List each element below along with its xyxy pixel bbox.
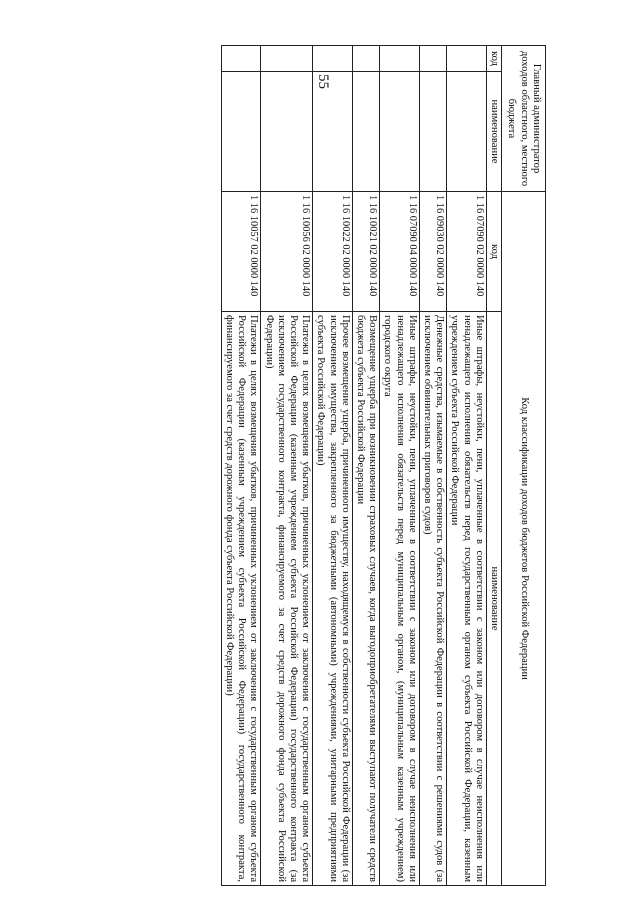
rotated-table-container (102, 45, 546, 885)
cell-admin-code (261, 46, 313, 72)
table-row (447, 46, 487, 886)
cell-admin-code (447, 46, 487, 72)
cell-admin-name (380, 72, 420, 192)
cell-admin-code (419, 46, 446, 72)
cell-code: 1 16 10057 02 0000 140 (221, 192, 261, 312)
table-row (419, 46, 446, 886)
cell-code: 1 16 07090 04 0000 140 (380, 192, 420, 312)
table-row (221, 46, 261, 886)
cell-name: Денежные средства, изымаемые в собственность субъекта Российской Федерации в соответствии с решениями судов (за исключением обвинительных приговоров судов) (419, 312, 446, 886)
cell-admin-name (313, 72, 353, 192)
cell-name: Платежи в целях возмещения убытков, причиненных уклонением от заключения с государственным органом субъекта Российской Федерации (казенным учреждением субъекта Российской Федерации) государственного контракта (за исключением государственного контракта, финансируемого за счет средств дорожного фонда субъекта Российской Федерации) (261, 312, 313, 886)
cell-admin-name (221, 72, 261, 192)
header-admin-group: Главный администратор доходов областного, местного бюджета (502, 46, 546, 192)
cell-admin-name (419, 72, 446, 192)
cell-admin-name (447, 72, 487, 192)
table-row (352, 46, 379, 886)
header-classification-group: Код классификации доходов бюджетов Российской Федерации (502, 192, 546, 886)
table-row (380, 46, 420, 886)
cell-code: 1 16 09030 02 0000 140 (419, 192, 446, 312)
cell-code: 1 16 07090 02 0000 140 (447, 192, 487, 312)
cell-admin-code (380, 46, 420, 72)
cell-admin-name (261, 72, 313, 192)
table-row (313, 46, 353, 886)
cell-name: Возмещение ущерба при возникновении страховых случаев, когда выгодоприобретателями выступают получатели средств бюджета субъекта Российской Федерации (352, 312, 379, 886)
table-row (261, 46, 313, 886)
cell-name: Иные штрафы, неустойки, пени, уплаченные в соответствии с законом или договором в случае неисполнения или ненадлежащего исполнения обязательств перед муниципальным органом, (муниципальным казенным учреждением) городского округа (380, 312, 420, 886)
cell-admin-code (221, 46, 261, 72)
cell-code: 1 16 10056 02 0000 140 (261, 192, 313, 312)
header-admin-code: код (486, 46, 501, 72)
cell-admin-name (352, 72, 379, 192)
cell-name: Платежи в целях возмещения убытков, причиненных уклонением от заключения с государственным органом субъекта Российской Федерации (казенным учреждением субъекта Российской Федерации) государственного контракта, финансируемого за счет средств дорожного фонда субъекта Российской Федерации) (221, 312, 261, 886)
header-code: код (486, 192, 501, 312)
cell-admin-code (352, 46, 379, 72)
header-name: наименование (486, 312, 501, 886)
cell-name: Прочее возмещение ущерба, причиненного имуществу, находящемуся в собственности субъекта Российской Федерации (за исключением имущества, закрепленного за бюджетными (автономными) учреждениями, унитарными предприятиями субъекта Российской Федерации) (313, 312, 353, 886)
cell-code: 1 16 10021 02 0000 140 (352, 192, 379, 312)
page-number: 55 (315, 74, 331, 89)
income-classification-table (221, 45, 546, 886)
cell-code: 1 16 10022 02 0000 140 (313, 192, 353, 312)
cell-name: Иные штрафы, неустойки, пени, уплаченные в соответствии с законом или договором в случае неисполнения или ненадлежащего исполнения обязательств перед государственным органом субъекта Российской Федерации, казенным учреждением субъекта Российской Федерации (447, 312, 487, 886)
header-admin-name: наименование (486, 72, 501, 192)
cell-admin-code (313, 46, 353, 72)
